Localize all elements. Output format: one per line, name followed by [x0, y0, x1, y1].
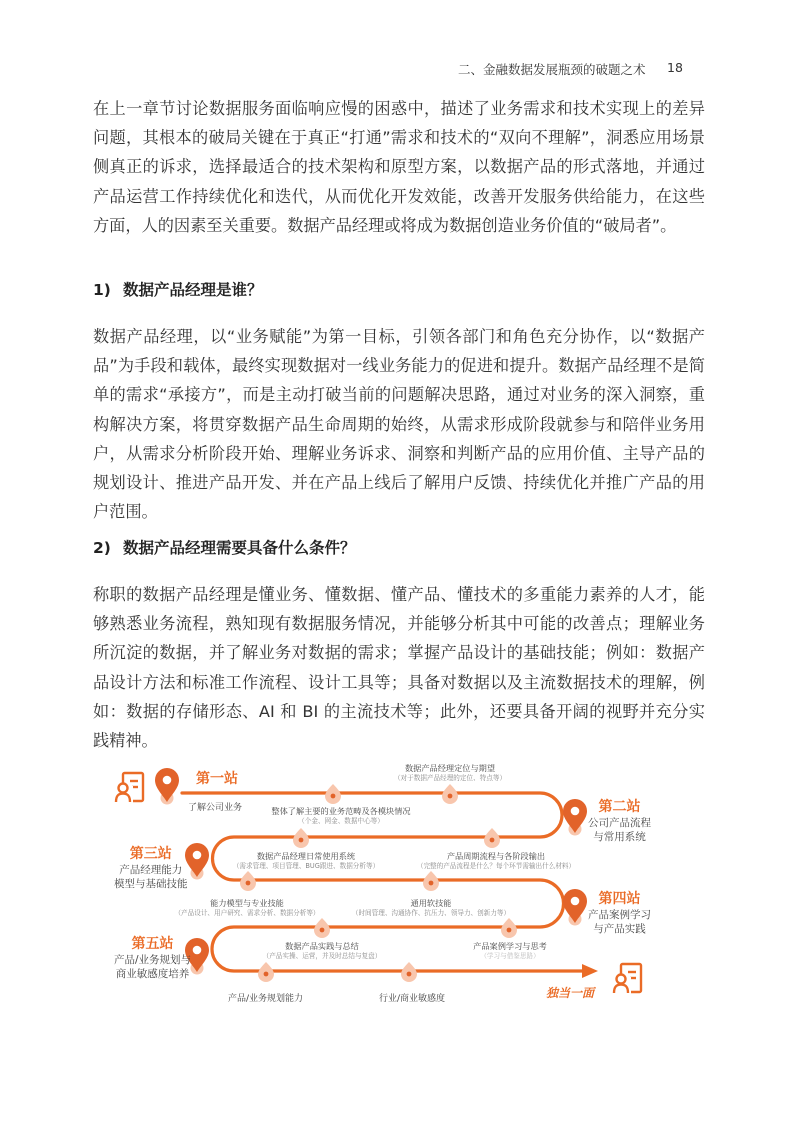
milestone-soft-skills: 通用软技能 （时间管理、沟通协作、抗压力、领导力、创新力等） [351, 898, 511, 917]
station-title: 第四站 [598, 891, 641, 907]
station-4 [588, 890, 651, 936]
station-desc: 产品/业务规划与 [114, 954, 192, 966]
finale-label: 独当一面 [546, 986, 595, 1000]
station-1 [196, 770, 238, 788]
resume-start-icon [115, 773, 145, 803]
location-pin-icon [155, 768, 179, 798]
station-2 [588, 798, 651, 844]
station-title: 第三站 [129, 846, 172, 862]
milestone-competency-model: 能力模型与专业技能 （产品设计、用户研究、需求分析、数据分析等） [174, 898, 320, 917]
station-desc: 与产品实践 [593, 923, 646, 935]
station-desc: 模型与基础技能 [114, 878, 188, 890]
milestone-pm-positioning: 数据产品经理定位与期望 （对于数据产品经理的定位、特点等） [393, 763, 507, 782]
station-5 [114, 935, 191, 981]
plain-label-company-business: 了解公司业务 [188, 803, 243, 813]
heading-text: 数据产品经理是谁？ [123, 281, 263, 299]
intro-paragraph: 在上一章节讨论数据服务面临响应慢的困惑中，描述了业务需求和技术实现上的差异问题，其根本的破局关键在于真正“打通”需求和技术的“双向不理解”，洞悉应用场景侧真正的诉求，选择最适合的技术架构和原型方案，以数据产品的形式落地，并通过产品运营工作持续优化和迭代，从而优化开发效能，改善开发服务供给能力，在这些方面，人的因素至关重要。数据产品经理或将成为数据创造业务价值的“破局者”。 [93, 99, 705, 235]
milestone-daily-systems: 数据产品经理日常使用系统 （需求管理、项目管理、BUG跟进、数据分析等） [232, 851, 380, 870]
page-number: 18 [667, 60, 683, 75]
station-desc: 商业敏感度培养 [115, 968, 190, 980]
station-3 [114, 845, 188, 891]
milestone-business-overview: 整体了解主要的业务范畴及各模块情况 （个金、网金、数据中心等） [271, 806, 411, 825]
who-paragraph: 数据产品经理，以“业务赋能”为第一目标，引领各部门和角色充分协作，以“数据产品”为手段和载体，最终实现数据对一线业务能力的促进和提升。数据产品经理不是简单的需求“承接方”，而是主动打破当前的问题解决思路，通过对业务的深入洞察，重构解决方案，将贯穿数据产品生命周期的始终，从需求形成阶段就参与和陪伴业务用户，从需求分析阶段开始、理解业务诉求、洞察和判断产品的应用价值、主导产品的规划设计、推进产品开发、并在产品上线后了解用户反馈、持续优化并推广产品的用户范围。 [93, 327, 705, 522]
station-title: 第一站 [196, 771, 238, 787]
station-desc: 与常用系统 [593, 831, 646, 843]
heading-number: 1) [93, 281, 111, 299]
plain-label-planning-ability: 产品/业务规划能力 [228, 994, 304, 1004]
milestone-case-study: 产品案例学习与思考 （学习与借鉴思路） [473, 941, 547, 960]
station-desc: 公司产品流程 [588, 817, 651, 829]
milestone-product-lifecycle: 产品周期流程与各阶段输出 （完整的产品流程是什么？每个环节需输出什么材料） [416, 851, 576, 870]
station-title: 第五站 [131, 936, 174, 952]
resume-end-icon [613, 964, 643, 994]
requirements-paragraph: 称职的数据产品经理是懂业务、懂数据、懂产品、懂技术的多重能力素养的人才，能够熟悉业务流程，熟知现有数据服务情况，并能够分析其中可能的改善点；理解业务所沉淀的数据，并了解业务对数据的需求；掌握产品设计的基础技能；例如：数据产品设计方法和标准工作流程、设计工具等；具备对数据以及主流数据技术的理解，例如：数据的存储形态、AI 和 BI 的主流技术等；此外，还要具备开阔的视野并充分实践精神。 [93, 585, 705, 751]
station-desc: 产品经理能力 [119, 864, 183, 876]
milestone-practice-summary: 数据产品实践与总结 （产品实操、运营，并及时总结与复盘） [262, 941, 382, 960]
station-desc: 产品案例学习 [588, 909, 651, 921]
heading-text: 数据产品经理需要具备什么条件？ [123, 539, 356, 557]
plain-label-industry-sensitivity: 行业/商业敏感度 [379, 994, 446, 1004]
chapter-title: 二、金融数据发展瓶颈的破题之术 [458, 62, 646, 77]
heading-number: 2) [93, 539, 111, 557]
station-title: 第二站 [598, 799, 641, 815]
